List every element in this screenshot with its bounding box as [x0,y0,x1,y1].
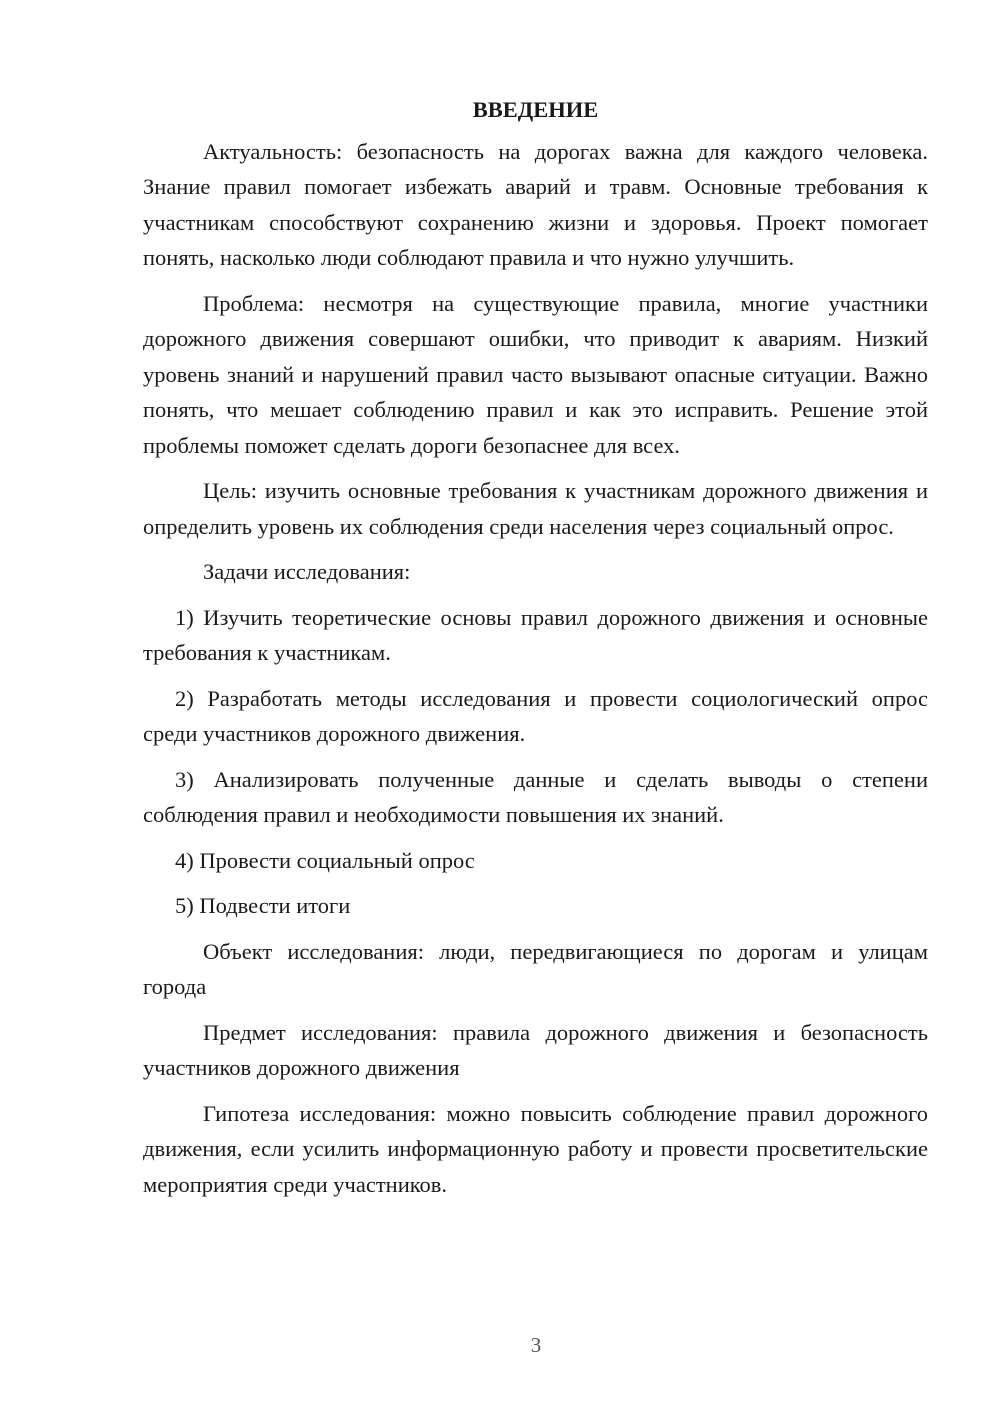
task-item-4: 4) Провести социальный опрос [175,847,475,873]
paragraph-problem: Проблема: несмотря на существующие правила, многие участники дорожного движения совершают ошибки, что приводит к авариям. Низкий уровень знаний и нарушений правил часто вызывают опасные ситуации. Важно понять, что мешает соблюдению правил и как это исправить. Решение этой проблемы поможет сделать дороги безопаснее для всех. [143,290,928,458]
page-number: 3 [530,1333,542,1357]
paragraph-goal: Цель: изучить основные требования к участникам дорожного движения и определить уровень их соблюдения среди населения через социальный опрос. [143,478,928,539]
paragraph-hypothesis: Гипотеза исследования: можно повысить соблюдение правил дорожного движения, если усилить информационную работу и провести просветительские мероприятия среди участников. [143,1100,928,1197]
document-page [143,92,928,1212]
task-item-5: 5) Подвести итоги [175,893,351,918]
task-item-1: 1) Изучить теоретические основы правил дорожного движения и основные требования к участникам. [143,604,928,665]
paragraph-subject: Предмет исследования: правила дорожного движения и безопасность участников дорожного движения [143,1019,928,1080]
page-title: ВВЕДЕНИЕ [472,97,599,122]
task-list [143,600,928,924]
task-item-2: 2) Разработать методы исследования и провести социологический опрос среди участников дорожного движения. [143,685,928,746]
paragraph-object: Объект исследования: люди, передвигающиеся по дорогам и улицам города [143,938,928,999]
paragraph-relevance: Актуальность: безопасность на дорогах важна для каждого человека. Знание правил помогает избежать аварий и травм. Основные требования к участникам способствуют сохранению жизни и здоровья. Проект помогает понять, насколько люди соблюдают правила и что нужно улучшить. [143,138,928,270]
tasks-heading: Задачи исследования: [203,559,411,584]
task-item-3: 3) Анализировать полученные данные и сделать выводы о степени соблюдения правил и необходимости повышения их знаний. [143,766,928,827]
